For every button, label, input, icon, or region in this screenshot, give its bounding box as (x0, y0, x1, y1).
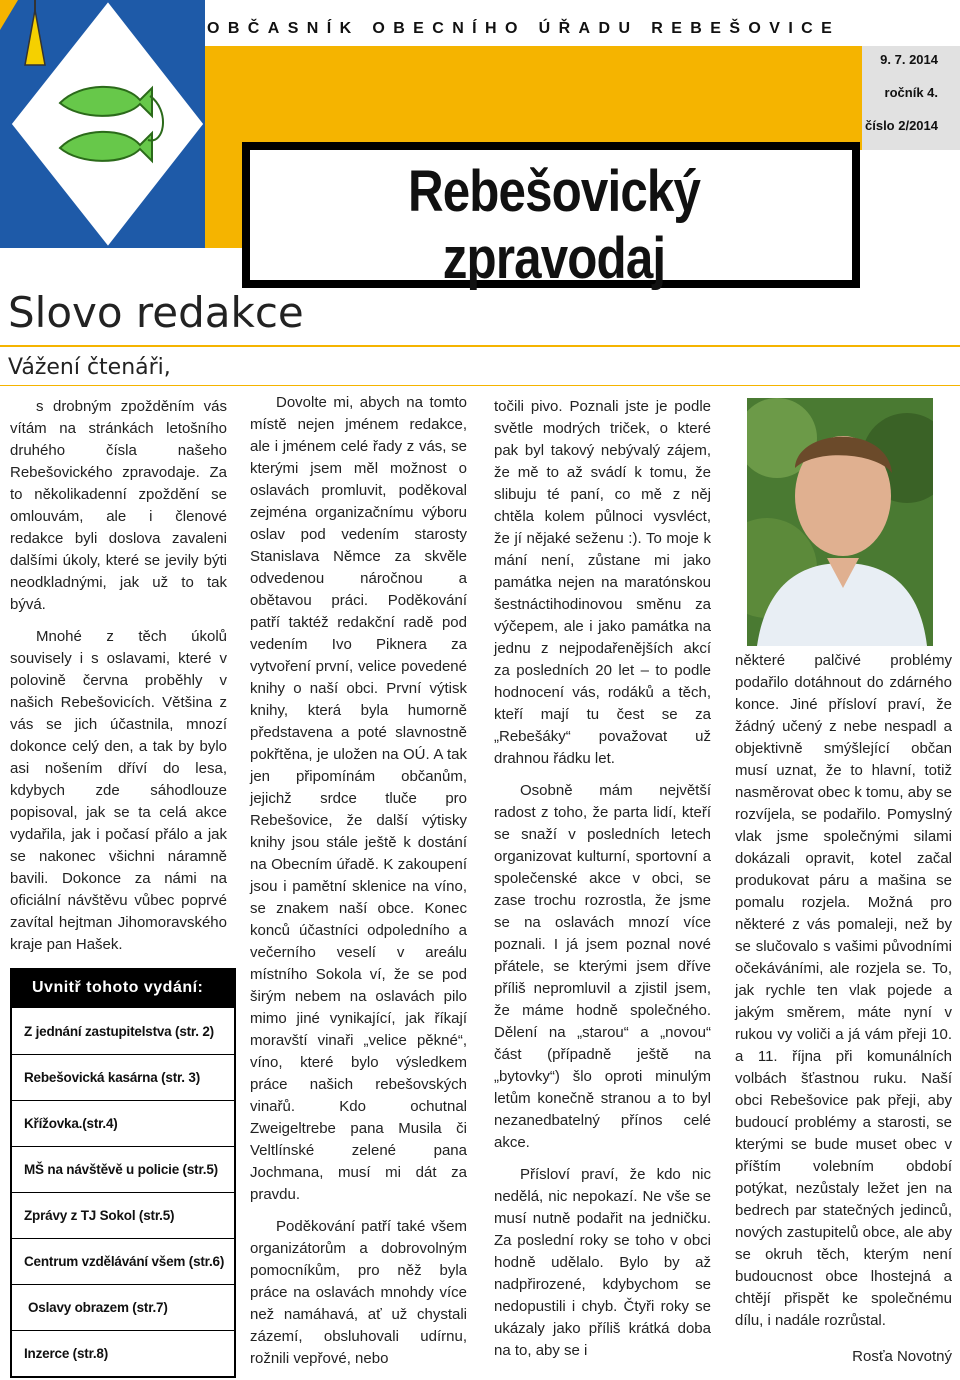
article-column-2 (250, 392, 467, 1380)
paragraph: některé palčivé problémy podařilo dotáhnout do zdárného konce. Jiné přísloví praví, že žádný učený z nebe nespadl a objektivně smýšlející občan musí uznat, že to hlavní, totiž nasměrovat obec k tomu, aby se rozvíjela, se podařilo. Pomyslný vlak jsme společnými silami dokázali opravit, kotel začal produkovat páru a mašina se pomalu rozjela. Možná pro některé z vás pomaleji, než by se slučovalo s vašimi původními očekáváními, ale rozjela se. To, jak rychle ten vlak pojede a jakým směrem, máte nyní v rukou vy voliči a já vám přeji 10. a 11. října při komunálních volbách šťastnou ruku. Naší obci Rebešovice pak přeji, aby budoucí problémy a starosti, se kterými se bude muset obec v příštím volebním období potýkat, nezůstaly ležet jen na bedrech par statečných jedinců, nových zastupitelů obce, ale aby se okruh těch, kterým není budoucnost obce lhostejná a chtějí přispět ke společnému dílu, i nadále rozrůstal. (735, 652, 952, 1329)
article-column-3 (494, 396, 711, 1372)
toc-item[interactable]: Křížovka.(str.4) (24, 1115, 118, 1131)
article-column-4 (735, 650, 952, 1342)
paragraph: točili pivo. Poznali jste je podle světle modrých triček, o které pak byl takový nebývalý zájem, že mě to až svádí k tomu, že slibuju té paní, co mě z něj chtěla kolem půlnoci vysvléct, že jí nějaké seženu :). To moje k mání není, zůstane mi jako památka nejen na maratónskou šestnáctihodinovou směnu za výčepem, ale i jako památka na jednu z nejpodařenějších akcí za posledních 20 let – to podle hodnocení vás, rodáků a těch, kteří mají tu čest se za „Rebešáky“ považovat už drahnou řádku let. (494, 398, 711, 767)
paragraph: Přísloví praví, že kdo nic nedělá, nic nepokazí. Ne vše se musí nutně podařit na jedničku. Za poslední roky se toho v obci hodně udělalo. Bylo by až nadpřirozené, kdybychom se nedopustili i chyb. Čtyři roky se ukázaly jako příliš krátká doba na to, aby se i (494, 1166, 711, 1359)
paragraph: Poděkování patří také všem organizátorům a dobrovolným pomocníkům, pro něž byla práce na oslavách mnohdy více než namáhavá, ať už chystali zázemí, obsluhovali udírnu, rožnili vepřové, nebo (250, 1218, 467, 1367)
toc-item[interactable]: Centrum vzdělávání všem (str.6) (24, 1253, 225, 1269)
paragraph: s drobným zpožděním vás vítám na stránkách letošního druhého čísla našeho Rebešovického zpravodaje. Za to několikadenní zpoždění se omlouvám, ale i členové redakce byli doslova zavaleni dalšími úkoly, které se jevily býti neodkladnými, jak už to tak bývá. (10, 398, 227, 613)
toc-list (10, 1008, 236, 1378)
portrait-image (747, 398, 933, 646)
toc-item[interactable]: Oslavy obrazem (str.7) (28, 1299, 168, 1315)
toc-item[interactable]: Zprávy z TJ Sokol (str.5) (24, 1207, 175, 1223)
divider (0, 385, 960, 386)
author-signature: Rosťa Novotný (852, 1348, 952, 1365)
greeting: Vážení čtenáři, (8, 355, 171, 380)
publication-name: OBČASNÍK OBECNÍHO ÚŘADU REBEŠOVICE (207, 20, 841, 37)
article-column-1 (10, 396, 227, 966)
issue-volume: ročník 4. (884, 85, 938, 100)
newsletter-title: Rebešovický zpravodaj (407, 159, 701, 291)
toc-item[interactable]: Rebešovická kasárna (str. 3) (24, 1069, 201, 1085)
divider (0, 345, 960, 347)
toc-item[interactable]: MŠ na návštěvě u policie (str.5) (24, 1161, 218, 1177)
toc-item[interactable]: Inzerce (str.8) (24, 1345, 109, 1361)
toc-item[interactable]: Z jednání zastupitelstva (str. 2) (24, 1023, 214, 1039)
paragraph: Osobně mám největší radost z toho, že parta lidí, kteří se snaží v posledních letech organizovat kulturní, sportovní a společenské akce v obci, se zase trochu rozrostla, že jsme se na oslavách mnozí více poznali. I já jsem poznal nové přátele, se kterými jsem dříve příliš nepromluvil a zjistil jsem, že máme hodně společného. Dělení na „starou“ a „novou“ část (případně ještě na „bytovky“) šlo oproti minulým letům konečně stranou a to byl nezanedbatelný přínos celé akce. (494, 782, 711, 1151)
paragraph: Dovolte mi, abych na tomto místě nejen jménem redakce, ale i jménem celé řady z vás, se kterými jsem měl možnost o oslavách promluvit, poděkoval zejména organizačnímu výboru oslav pod vedením starosty Stanislava Němce za skvěle odvedenou náročnou a obětavou práci. Poděkování patří taktéž redakční radě pod vedením Ivo Piknera za vytvoření první, velice povedené knihy o naší obci. První výtisk knihy, která byla humorně představena a poté slavnostně pokřtěna, je uložen na OÚ. A tak jen připomínám občanům, jejichž srdce tluče pro Rebešovice, že další výtisky knihy jsou stále ještě k dostání na Obecním úřadě. K zakoupení jsou i pamětní sklenice na víno, se znakem naší obce. Konec konců účastníci odpoledního a večerního veselí v areálu místního Sokola ví, že se pod širým nebem na oslavách pilo mimo jiné vynikající, jak říkají moravští vinaři „velice pěkné“, víno, které bylo výsledkem práce našich rebešovských vinařů. Kdo ochutnal Zweigeltrebe pana Musila či Veltlínské zelené pana Jochmana, musí mi dát za pravdu. (250, 394, 467, 1203)
toc-heading: Uvnitř tohoto vydání: (10, 968, 236, 1008)
table-of-contents (10, 968, 236, 1378)
issue-number: číslo 2/2014 (865, 118, 938, 133)
author-photo (747, 398, 933, 646)
coat-of-arms-icon (0, 0, 205, 248)
issue-date: 9. 7. 2014 (880, 52, 938, 67)
paragraph: Mnohé z těch úkolů souvisely i s oslavami, které v polovině června proběhly v našich Rebešovicích. Většina z vás se jich účastnila, mnozí dokonce celý den, a tak by bylo asi nošením dříví do lesa, kdybych zde sáhodlouze popisoval, jak se ta celá akce vydařila, jak i počasí přálo a jak se nakonec všichni náramně bavili. Dokonce za námi na oficiální návštěvu vůbec poprvé zavítal hejtman Jihomoravského kraje pan Hašek. (10, 628, 227, 953)
coat-of-arms (0, 0, 205, 248)
section-title: Slovo redakce (8, 288, 304, 337)
